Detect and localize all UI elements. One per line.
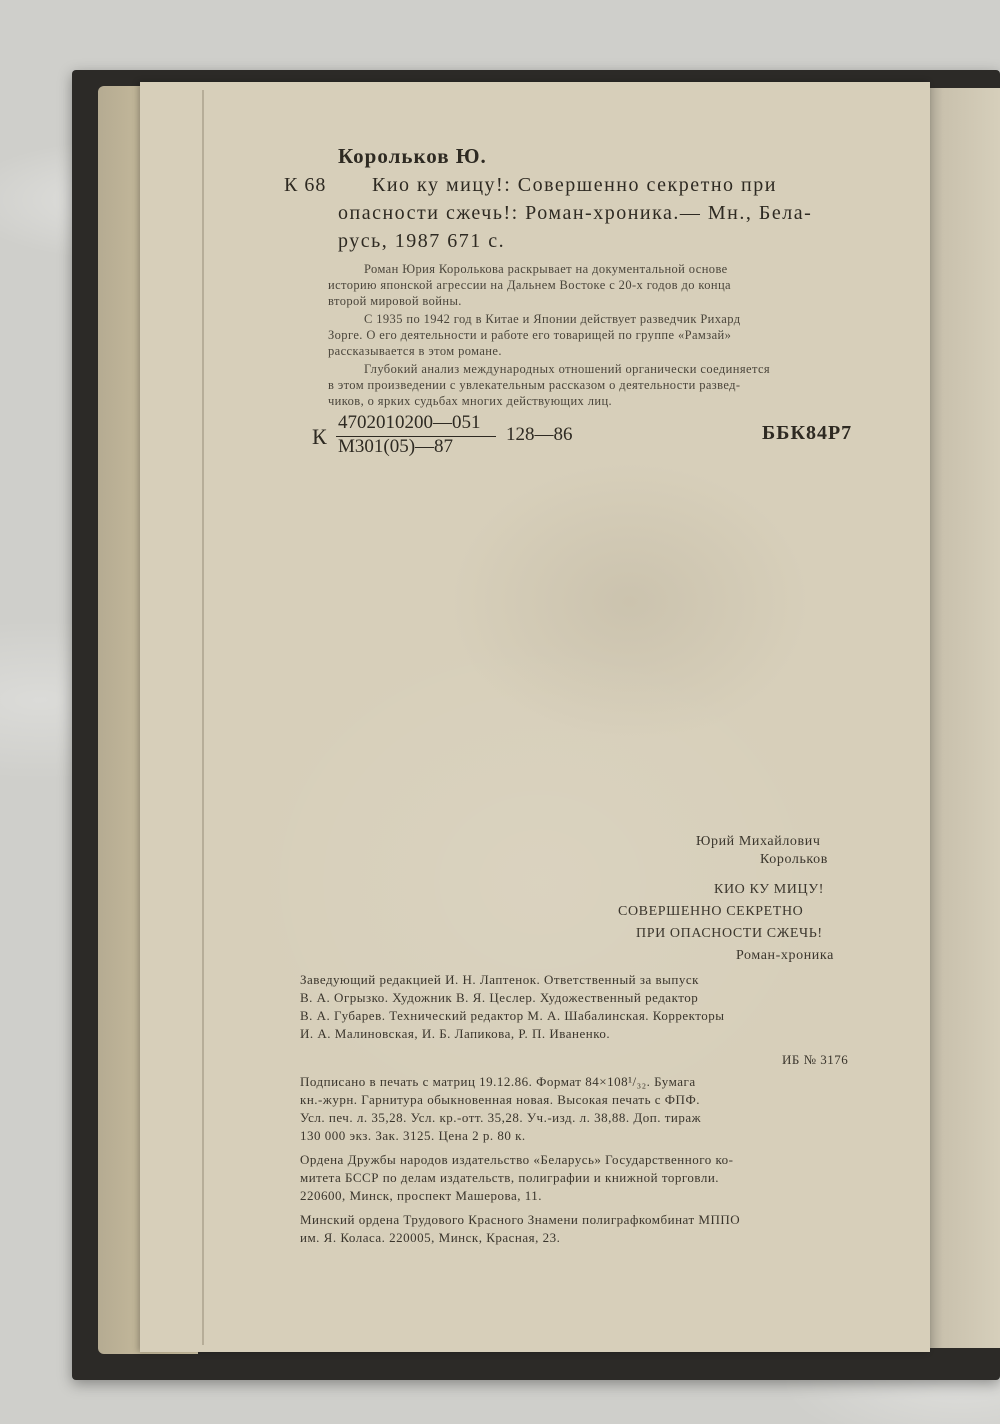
print-line: Усл. печ. л. 35,28. Усл. кр.-отт. 35,28. Уч.-изд. л. 38,88. Доп. тираж	[300, 1110, 702, 1125]
isbn-numerator: 4702010200—051	[338, 412, 481, 433]
publisher-line: Ордена Дружбы народов издательство «Беларусь» Государственного ко-	[300, 1152, 734, 1167]
bbk-code: ББК84Р7	[762, 422, 853, 444]
author-heading: Корольков Ю.	[338, 144, 487, 168]
ib-number: ИБ № 3176	[782, 1052, 849, 1067]
imprint-title-line: СОВЕРШЕННО СЕКРЕТНО	[618, 904, 804, 919]
isbn-letter: К	[312, 424, 327, 449]
imprint-title-line: КИО КУ МИЦУ!	[714, 882, 824, 897]
publisher-line: митета БССР по делам издательств, полиграфии и книжной торговли.	[300, 1170, 720, 1185]
annotation-line: С 1935 по 1942 год в Китае и Японии действует разведчик Рихард	[364, 312, 741, 326]
isbn-suffix: 128—86	[506, 424, 573, 445]
credits-line: В. А. Огрызко. Художник В. Я. Цеслер. Художественный редактор	[300, 990, 699, 1005]
catalog-code: К 68	[284, 174, 327, 196]
imprint-author-name: Юрий Михайлович	[696, 834, 821, 849]
imprint-author-surname: Корольков	[760, 852, 828, 867]
title-line: русь, 1987 671 с.	[338, 230, 506, 252]
printer-line: им. Я. Коласа. 220005, Минск, Красная, 23.	[300, 1230, 561, 1245]
annotation-line: в этом произведении с увлекательным рассказом о деятельности развед-	[328, 378, 741, 392]
page-fold-line	[202, 90, 204, 1345]
copyright-page	[140, 82, 930, 1352]
title-line: опасности сжечь!: Роман-хроника.— Мн., Бела-	[338, 202, 813, 224]
right-page-edge	[918, 88, 1000, 1348]
credits-line: В. А. Губарев. Технический редактор М. А. Шабалинская. Корректоры	[300, 1008, 725, 1023]
annotation-line: Роман Юрия Королькова раскрывает на документальной основе	[364, 262, 728, 276]
credits-line: И. А. Малиновская, И. Б. Лапикова, Р. П. Иваненко.	[300, 1026, 611, 1041]
annotation-line: Глубокий анализ международных отношений органически соединяется	[364, 362, 771, 376]
print-line: 130 000 экз. Зак. 3125. Цена 2 р. 80 к.	[300, 1128, 526, 1143]
credits-line: Заведующий редакцией И. Н. Лаптенок. Ответственный за выпуск	[300, 972, 699, 987]
annotation-line: Зорге. О его деятельности и работе его товарищей по группе «Рамзай»	[328, 328, 732, 342]
annotation-line: второй мировой войны.	[328, 294, 462, 308]
title-line: Кио ку мицу!: Совершенно секретно при	[372, 174, 777, 196]
annotation-line: чиков, о ярких судьбах многих действующих лиц.	[328, 394, 613, 408]
printer-line: Минский ордена Трудового Красного Знамени полиграфкомбинат МППО	[300, 1212, 741, 1227]
isbn-denominator: М301(05)—87	[338, 436, 454, 457]
imprint-title-line: ПРИ ОПАСНОСТИ СЖЕЧЬ!	[636, 926, 823, 941]
imprint-genre: Роман-хроника	[736, 948, 834, 963]
print-line: кн.-журн. Гарнитура обыкновенная новая. Высокая печать с ФПФ.	[300, 1092, 700, 1107]
print-line: Подписано в печать с матриц 19.12.86. Формат 84×108¹/₃₂. Бумага	[300, 1074, 696, 1089]
annotation-line: историю японской агрессии на Дальнем Востоке с 20-х годов до конца	[328, 278, 731, 292]
publisher-line: 220600, Минск, проспект Машерова, 11.	[300, 1188, 543, 1203]
annotation-line: рассказывается в этом романе.	[328, 344, 502, 358]
